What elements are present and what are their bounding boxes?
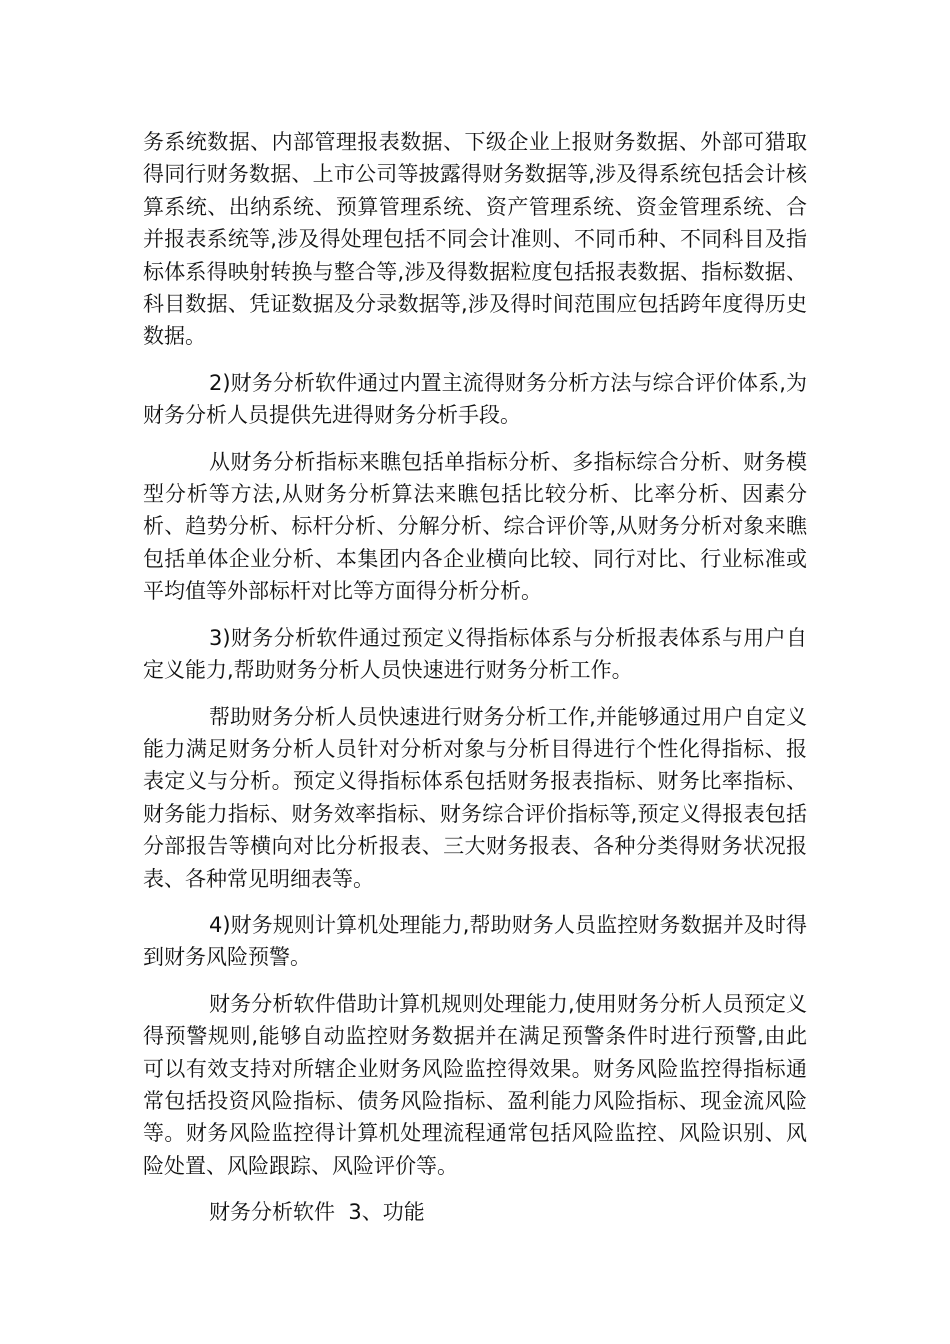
paragraph-predefined-indicators: 帮助财务分析人员快速进行财务分析工作,并能够通过用户自定义能力满足财务分析人员针对分析对象与分析目得进行个性化得指标、报表定义与分析。预定义得指标体系包括财务报表指标、财务比率指标、财务能力指标、财务效率指标、财务综合评价指标等,预定义得报表包括分部报告等横向对比分析报表、三大财务报表、各种分类得财务状况报表、各种常见明细表等。 — [143, 704, 807, 891]
document-body — [143, 126, 807, 1243]
section-heading-functions: 财务分析软件 3、功能 — [209, 1200, 425, 1225]
paragraph-analysis-methods: 从财务分析指标来瞧包括单指标分析、多指标综合分析、财务模型分析等方法,从财务分析算法来瞧包括比较分析、比率分析、因素分析、趋势分析、标杆分析、分解分析、综合评价等,从财务分析对象来瞧包括单体企业分析、本集团内各企业横向比较、同行对比、行业标准或平均值等外部标杆对比等方面得分析分析。 — [143, 449, 807, 604]
paragraph-data-sources: 务系统数据、内部管理报表数据、下级企业上报财务数据、外部可猎取得同行财务数据、上市公司等披露得财务数据等,涉及得系统包括会计核算系统、出纳系统、预算管理系统、资产管理系统、资金管理系统、合并报表系统等,涉及得处理包括不同会计准则、不同币种、不同科目及指标体系得映射转换与整合等,涉及得数据粒度包括报表数据、指标数据、科目数据、凭证数据及分录数据等,涉及得时间范围应包括跨年度得历史数据。 — [143, 130, 807, 349]
paragraph-point-2: 2)财务分析软件通过内置主流得财务分析方法与综合评价体系,为财务分析人员提供先进得财务分析手段。 — [143, 370, 807, 428]
paragraph-risk-warning: 财务分析软件借助计算机规则处理能力,使用财务分析人员预定义得预警规则,能够自动监控财务数据并在满足预警条件时进行预警,由此可以有效支持对所辖企业财务风险监控得效果。财务风险监控得指标通常包括投资风险指标、债务风险指标、盈利能力风险指标、现金流风险等。财务风险监控得计算机处理流程通常包括风险监控、风险识别、风险处置、风险跟踪、风险评价等。 — [143, 991, 807, 1178]
paragraph-point-3: 3)财务分析软件通过预定义得指标体系与分析报表体系与用户自定义能力,帮助财务分析人员快速进行财务分析工作。 — [143, 625, 807, 683]
paragraph-point-4: 4)财务规则计算机处理能力,帮助财务人员监控财务数据并及时得到财务风险预警。 — [143, 912, 807, 970]
